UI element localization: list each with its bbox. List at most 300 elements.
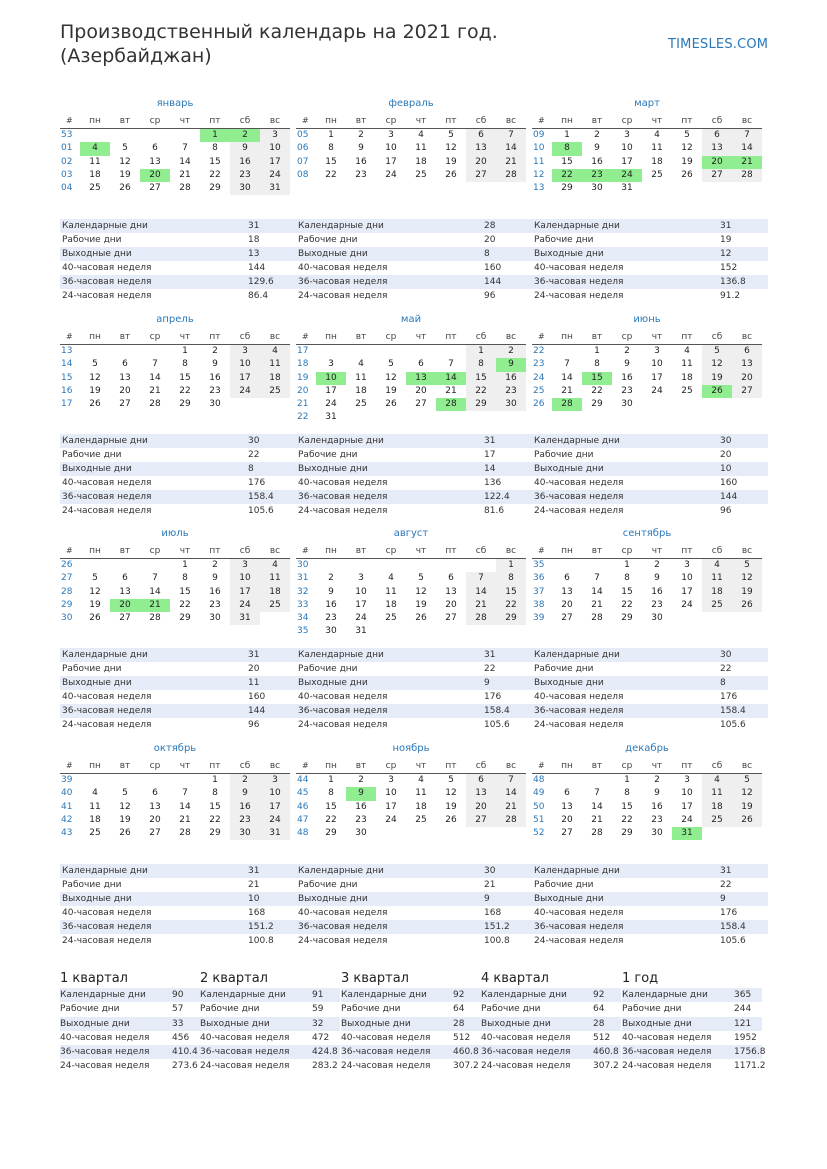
day-cell: 27 <box>561 828 573 839</box>
day-cell: 19 <box>89 599 101 610</box>
stat-label: Рабочие дни <box>298 880 358 890</box>
day-cell: 5 <box>418 573 424 584</box>
month-stats <box>532 864 768 948</box>
quarter-stat-row <box>341 1002 481 1016</box>
day-cell <box>496 827 526 840</box>
weekday-label: сб <box>239 332 251 342</box>
stat-value: 176 <box>720 908 738 918</box>
stat-row <box>296 261 532 275</box>
stat-label: Календарные дни <box>534 221 620 231</box>
week-row <box>60 129 290 142</box>
day-cell: 5 <box>702 345 732 358</box>
day-cell: 20 <box>732 372 762 385</box>
stat-label: 36-часовая неделя <box>622 1047 712 1058</box>
day-cell: 16 <box>355 156 367 167</box>
month-name: январь <box>156 98 194 109</box>
week-row <box>60 385 290 398</box>
stat-value: 92 <box>593 990 605 1000</box>
day-cell: 5 <box>448 775 454 785</box>
site-link[interactable]: TIMESLES.COM <box>668 37 769 52</box>
weekday-label: ср <box>621 332 633 342</box>
stat-label: Рабочие дни <box>534 880 594 890</box>
stat-value: 21 <box>484 880 496 890</box>
stat-label: 24-часовая неделя <box>298 506 388 516</box>
stat-value: 28 <box>593 1018 605 1029</box>
day-cell: 26 <box>732 599 762 612</box>
day-cell: 16 <box>230 801 260 814</box>
day-cell: 6 <box>448 573 454 584</box>
quarter-stat-row <box>341 988 481 1002</box>
stat-value: 30 <box>720 436 732 446</box>
week-row <box>60 169 290 182</box>
day-cell <box>170 129 200 142</box>
week-number: 45 <box>297 788 309 799</box>
quarter-stat-row <box>622 988 762 1002</box>
day-cell: 31 <box>230 612 260 625</box>
day-cell: 25 <box>702 599 732 612</box>
day-cell: 5 <box>732 774 762 787</box>
weekday-label: вс <box>269 332 281 342</box>
stat-value: 33 <box>172 1018 184 1029</box>
day-cell: 6 <box>418 359 424 370</box>
day-cell: 2 <box>624 346 630 356</box>
week-number: 22 <box>533 346 545 356</box>
stat-label: Календарные дни <box>534 650 620 660</box>
day-cell <box>732 827 762 840</box>
stat-value: 10 <box>720 464 732 474</box>
weekday-label: пт <box>209 332 221 342</box>
day-cell: 3 <box>684 775 690 785</box>
day-cell: 15 <box>209 801 221 812</box>
weekday-label: вс <box>505 546 517 556</box>
quarter-stat-row <box>622 1059 766 1073</box>
stat-label: 36-часовая неделя <box>481 1047 571 1058</box>
stat-row <box>532 718 768 732</box>
day-cell: 6 <box>732 345 762 358</box>
day-cell: 20 <box>702 156 732 169</box>
day-cell: 18 <box>702 586 732 599</box>
day-cell: 12 <box>702 358 732 371</box>
weekday-label: сб <box>711 116 723 126</box>
day-cell: 11 <box>702 787 732 800</box>
day-cell: 22 <box>179 599 191 610</box>
day-cell <box>346 411 376 424</box>
day-cell <box>406 625 436 638</box>
day-cell: 10 <box>355 586 367 597</box>
day-cell: 14 <box>436 372 466 385</box>
month-stats <box>532 219 768 303</box>
day-cell: 5 <box>92 573 98 584</box>
day-cell: 30 <box>496 398 526 411</box>
day-cell <box>346 559 376 572</box>
week-number: 15 <box>61 372 73 383</box>
stat-value: 9 <box>484 678 490 688</box>
week-number: 35 <box>297 626 309 637</box>
day-cell: 15 <box>325 801 337 812</box>
day-cell: 13 <box>466 787 496 800</box>
week-number: 40 <box>61 788 73 799</box>
day-cell: 25 <box>651 169 663 180</box>
day-cell: 20 <box>561 814 573 825</box>
stat-value: 22 <box>720 880 732 890</box>
stat-label: Календарные дни <box>60 990 146 1000</box>
week-number: 50 <box>533 801 545 812</box>
day-cell: 10 <box>681 573 693 584</box>
weekday-label: сб <box>239 761 251 771</box>
day-cell: 1 <box>328 775 334 785</box>
week-number: 26 <box>533 399 545 410</box>
stat-value: 158.4 <box>484 706 510 716</box>
quarter-stat-row <box>481 1059 621 1073</box>
weekday-header <box>60 545 290 559</box>
stat-value: 59 <box>312 1004 324 1015</box>
quarter-stat-row <box>481 1031 621 1045</box>
day-cell: 13 <box>119 372 131 383</box>
day-cell: 5 <box>388 359 394 370</box>
stat-value: 20 <box>484 235 496 245</box>
weekday-label: # <box>66 116 73 125</box>
day-cell <box>376 411 406 424</box>
day-cell: 4 <box>418 775 424 785</box>
day-cell: 6 <box>702 129 732 142</box>
day-cell <box>466 827 496 840</box>
stat-label: Календарные дни <box>62 221 148 231</box>
day-cell: 6 <box>564 788 570 799</box>
stat-label: 36-часовая неделя <box>200 1047 290 1058</box>
day-cell: 23 <box>355 169 367 180</box>
stat-value: 121 <box>734 1018 752 1029</box>
day-cell: 8 <box>624 573 630 584</box>
stat-row <box>296 878 532 892</box>
day-cell: 20 <box>140 169 170 182</box>
stat-label: Выходные дни <box>341 1018 411 1029</box>
stat-value: 105.6 <box>484 720 510 730</box>
week-row <box>60 372 290 385</box>
stat-value: 32 <box>312 1018 324 1029</box>
day-cell: 9 <box>594 143 600 154</box>
stat-label: 36-часовая неделя <box>60 1047 150 1058</box>
stat-value: 64 <box>593 1004 605 1015</box>
stat-label: Календарные дни <box>62 436 148 446</box>
week-row <box>296 358 526 371</box>
stat-value: 9 <box>720 894 726 904</box>
stat-label: Выходные дни <box>481 1018 551 1029</box>
weekday-label: сб <box>239 546 251 556</box>
month-calendar <box>60 527 290 625</box>
day-cell: 23 <box>582 169 612 182</box>
day-cell: 18 <box>651 156 663 167</box>
month-stats <box>296 864 532 948</box>
stat-value: 17 <box>484 450 496 460</box>
day-cell: 11 <box>415 788 427 799</box>
day-cell <box>316 559 346 572</box>
day-cell: 27 <box>466 169 496 182</box>
stat-row <box>296 718 532 732</box>
quarter-stat-row <box>60 1002 200 1016</box>
week-row <box>532 385 762 398</box>
stat-value: 30 <box>484 866 496 876</box>
day-cell: 27 <box>702 169 732 182</box>
day-cell: 17 <box>651 372 663 383</box>
stat-label: 40-часовая неделя <box>298 263 388 273</box>
quarter-stat-row <box>200 988 340 1002</box>
week-row <box>296 169 526 182</box>
stat-label: 24-часовая неделя <box>298 291 388 301</box>
day-cell <box>406 411 436 424</box>
stat-row <box>296 690 532 704</box>
week-row <box>296 787 526 800</box>
quarter-stat-row <box>60 1031 200 1045</box>
day-cell: 15 <box>561 156 573 167</box>
week-number: 38 <box>533 599 545 610</box>
day-cell: 16 <box>496 372 526 385</box>
weekday-header <box>60 331 290 345</box>
day-cell: 11 <box>385 586 397 597</box>
day-cell: 23 <box>230 814 260 827</box>
stat-value: 30 <box>248 436 260 446</box>
day-cell: 7 <box>182 143 188 154</box>
month-calendar <box>296 313 526 425</box>
day-cell: 5 <box>122 143 128 154</box>
stat-row <box>296 864 532 878</box>
stat-row <box>532 864 768 878</box>
week-number: 41 <box>61 801 73 812</box>
day-cell <box>436 411 466 424</box>
stat-value: 365 <box>734 990 752 1000</box>
stat-value: 28 <box>484 221 496 231</box>
day-cell: 12 <box>445 788 457 799</box>
stat-row <box>60 233 296 247</box>
stat-row <box>296 289 532 303</box>
weekday-label: пт <box>681 761 693 771</box>
week-number: 32 <box>297 586 309 597</box>
day-cell <box>552 559 582 572</box>
weekday-label: вт <box>119 546 131 556</box>
stat-row <box>296 504 532 518</box>
day-cell: 3 <box>260 129 290 142</box>
stat-label: Рабочие дни <box>60 1004 120 1015</box>
weekday-label: чт <box>651 761 663 771</box>
quarter-stat-row <box>60 1059 200 1073</box>
day-cell: 4 <box>684 346 690 356</box>
weekday-header <box>296 115 526 129</box>
stat-row <box>296 476 532 490</box>
day-cell: 7 <box>732 129 762 142</box>
weekday-label: ср <box>621 116 633 126</box>
day-cell: 22 <box>591 385 603 396</box>
day-cell: 22 <box>496 599 526 612</box>
day-cell: 24 <box>681 814 693 825</box>
stat-row <box>532 906 768 920</box>
weekday-header <box>60 115 290 129</box>
month-stats <box>296 219 532 303</box>
day-cell: 8 <box>466 358 496 371</box>
week-number: 13 <box>61 346 73 356</box>
week-number: 19 <box>297 372 309 383</box>
stat-value: 129.6 <box>248 277 274 287</box>
day-cell: 4 <box>702 559 732 572</box>
day-cell: 20 <box>561 599 573 610</box>
day-cell: 12 <box>681 143 693 154</box>
week-number: 24 <box>533 372 545 383</box>
day-cell: 8 <box>496 572 526 585</box>
day-cell: 22 <box>552 169 582 182</box>
weekday-header <box>296 760 526 774</box>
stat-label: 36-часовая неделя <box>62 492 152 502</box>
stat-label: Выходные дни <box>534 678 604 688</box>
week-number: 04 <box>61 183 73 194</box>
weekday-label: чт <box>651 332 663 342</box>
day-cell: 15 <box>466 372 496 385</box>
day-cell: 29 <box>209 828 221 839</box>
day-cell: 24 <box>681 599 693 610</box>
day-cell: 5 <box>92 359 98 370</box>
weekday-label: пт <box>681 116 693 126</box>
day-cell <box>496 625 526 638</box>
day-cell: 1 <box>624 560 630 570</box>
day-cell <box>376 559 406 572</box>
quarter-stat-row <box>200 1002 340 1016</box>
day-cell: 11 <box>681 359 693 370</box>
day-cell: 2 <box>328 573 334 584</box>
day-cell: 21 <box>591 814 603 825</box>
stat-label: Рабочие дни <box>62 450 122 460</box>
stat-row <box>532 504 768 518</box>
stat-label: 40-часовая неделя <box>622 1032 712 1043</box>
stat-label: 24-часовая неделя <box>622 1061 712 1072</box>
week-number: 28 <box>61 586 73 597</box>
day-cell: 4 <box>92 788 98 799</box>
day-cell: 20 <box>445 599 457 610</box>
stat-row <box>532 676 768 690</box>
day-cell <box>260 612 290 625</box>
week-number: 17 <box>297 346 309 356</box>
stat-value: 105.6 <box>720 720 746 730</box>
day-cell: 1 <box>594 346 600 356</box>
stat-row <box>532 648 768 662</box>
day-cell: 23 <box>209 385 221 396</box>
day-cell <box>170 774 200 787</box>
week-row <box>296 372 526 385</box>
day-cell: 5 <box>448 130 454 140</box>
week-row <box>60 774 290 787</box>
day-cell: 7 <box>496 129 526 142</box>
week-row <box>532 345 762 358</box>
stat-label: Выходные дни <box>534 249 604 259</box>
weekday-label: чт <box>415 761 427 771</box>
weekday-label: вт <box>591 332 603 342</box>
day-cell: 26 <box>415 613 427 624</box>
stat-value: 1952 <box>734 1032 757 1043</box>
day-cell: 1 <box>564 130 570 140</box>
day-cell <box>110 129 140 142</box>
weekday-label: # <box>66 761 73 770</box>
day-cell: 24 <box>612 169 642 182</box>
stat-label: Рабочие дни <box>534 235 594 245</box>
day-cell <box>230 398 260 411</box>
stat-row <box>60 289 296 303</box>
week-row <box>532 827 762 840</box>
day-cell: 9 <box>212 573 218 584</box>
day-cell: 1 <box>624 775 630 785</box>
week-number: 33 <box>297 599 309 610</box>
stat-value: 168 <box>248 908 266 918</box>
day-cell: 14 <box>149 372 161 383</box>
day-cell: 1 <box>496 559 526 572</box>
stat-row <box>532 892 768 906</box>
stat-label: Выходные дни <box>62 894 132 904</box>
day-cell <box>702 182 732 195</box>
day-cell: 18 <box>89 814 101 825</box>
day-cell: 11 <box>89 156 101 167</box>
weekday-label: пн <box>561 761 573 771</box>
quarter-title: 2 квартал <box>200 971 268 986</box>
stat-value: 86.4 <box>248 291 269 301</box>
day-cell: 8 <box>594 359 600 370</box>
month-name: июль <box>161 528 189 539</box>
stat-row <box>296 906 532 920</box>
stat-row <box>532 490 768 504</box>
day-cell: 12 <box>89 586 101 597</box>
weekday-label: пт <box>209 116 221 126</box>
day-cell: 8 <box>212 143 218 154</box>
day-cell: 27 <box>466 814 496 827</box>
day-cell: 5 <box>732 559 762 572</box>
day-cell: 16 <box>355 801 367 812</box>
week-number: 22 <box>297 412 309 423</box>
day-cell <box>702 827 732 840</box>
weekday-label: сб <box>711 332 723 342</box>
week-number: 10 <box>533 143 545 154</box>
week-row <box>60 612 290 625</box>
quarter-stat-row <box>200 1059 340 1073</box>
stat-row <box>296 648 532 662</box>
day-cell: 2 <box>212 560 218 570</box>
day-cell: 9 <box>230 787 260 800</box>
day-cell: 25 <box>89 828 101 839</box>
weekday-header <box>532 545 762 559</box>
day-cell <box>80 559 110 572</box>
week-row <box>296 801 526 814</box>
day-cell: 26 <box>445 814 457 825</box>
day-cell <box>496 411 526 424</box>
week-number: 23 <box>533 359 545 370</box>
day-cell <box>406 827 436 840</box>
day-cell: 18 <box>385 599 397 610</box>
stat-label: Рабочие дни <box>62 880 122 890</box>
stat-value: 100.8 <box>248 936 274 946</box>
stat-label: 40-часовая неделя <box>534 263 624 273</box>
week-row <box>296 411 526 424</box>
weekday-label: вт <box>355 761 367 771</box>
stat-row <box>60 676 296 690</box>
weekday-label: пт <box>209 546 221 556</box>
stat-value: 14 <box>484 464 496 474</box>
stat-row <box>60 462 296 476</box>
stat-label: 24-часовая неделя <box>534 936 624 946</box>
weekday-label: вс <box>505 332 517 342</box>
quarter-stat-row <box>200 1031 340 1045</box>
weekday-label: пн <box>561 116 573 126</box>
weekday-header <box>532 115 762 129</box>
stat-label: 40-часовая неделя <box>298 692 388 702</box>
day-cell: 28 <box>552 398 582 411</box>
day-cell: 28 <box>732 169 762 182</box>
day-cell: 8 <box>624 788 630 799</box>
day-cell: 18 <box>89 169 101 180</box>
weekday-label: вт <box>355 546 367 556</box>
day-cell <box>466 411 496 424</box>
